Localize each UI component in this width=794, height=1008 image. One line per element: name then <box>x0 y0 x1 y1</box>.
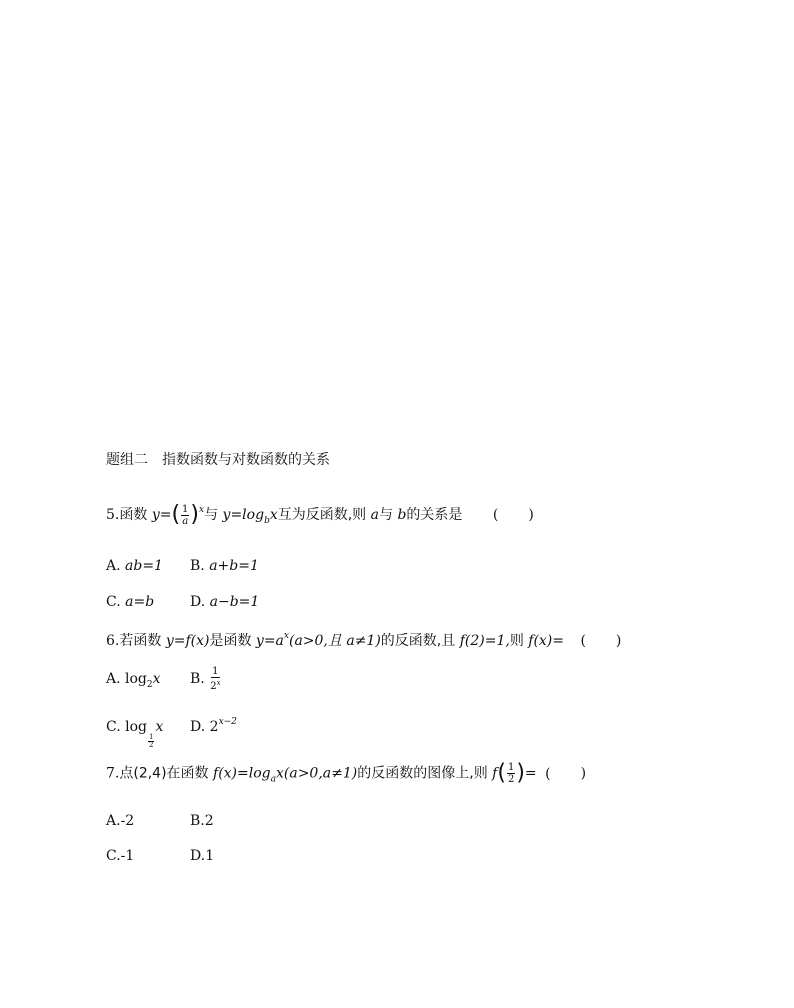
option-label: A. <box>106 671 121 687</box>
option-b[interactable] <box>190 556 274 576</box>
question-text: 与 <box>379 507 393 523</box>
math-expr: f(x)=log <box>213 765 271 782</box>
option-b[interactable] <box>190 811 274 831</box>
math-expr: y=a <box>255 633 284 649</box>
options-row <box>106 556 274 576</box>
fraction <box>181 504 189 527</box>
option-c[interactable] <box>106 717 190 749</box>
option-label: A. <box>106 813 121 829</box>
math-expr: x(a>0,a≠1) <box>276 765 358 782</box>
option-label: A. <box>106 558 121 574</box>
options-row <box>106 811 274 831</box>
fraction-denominator: a <box>182 515 189 527</box>
answer-bracket-close: ) <box>580 765 587 782</box>
option-b[interactable] <box>190 666 274 692</box>
log-arg: x <box>155 719 164 735</box>
option-c[interactable] <box>106 592 190 612</box>
section-title: 题组二 指数函数与对数函数的关系 <box>106 452 330 468</box>
option-text: 2 <box>204 813 214 829</box>
left-paren: ( <box>497 760 506 786</box>
log-text: log <box>125 671 147 687</box>
option-text: a−b=1 <box>209 594 260 610</box>
option-d[interactable] <box>190 592 274 612</box>
option-label: D. <box>190 719 206 735</box>
fraction-numerator: 1 <box>149 733 154 741</box>
fraction <box>507 762 515 785</box>
fraction-numerator: 1 <box>212 666 219 677</box>
exponent: x <box>199 505 205 515</box>
log-base: a <box>270 774 276 785</box>
fraction-numerator: 1 <box>182 503 189 515</box>
log-base-fraction <box>148 734 154 749</box>
power-base: 2 <box>209 719 219 735</box>
question-number: 6. <box>106 633 120 649</box>
option-text: -2 <box>120 813 135 829</box>
question-number: 7. <box>106 765 120 782</box>
fraction-numerator: 1 <box>507 762 515 773</box>
question-7 <box>106 762 586 790</box>
option-label: B. <box>190 671 205 687</box>
fraction <box>210 666 220 692</box>
option-a[interactable] <box>106 556 190 576</box>
log-base: b <box>264 516 270 526</box>
question-text: 的反函数的图像上,则 <box>357 765 488 782</box>
answer-bracket-open: ( <box>492 507 499 523</box>
power-base: 2 <box>210 681 217 692</box>
options-row <box>106 592 274 612</box>
right-paren: ) <box>516 760 525 786</box>
answer-bracket-close: ) <box>528 507 534 523</box>
math-expr: a≠1) <box>346 633 381 649</box>
option-label: D. <box>190 848 206 864</box>
question-text: 则 <box>509 633 524 649</box>
question-6 <box>106 626 621 651</box>
question-text: 互为反函数,则 <box>277 507 367 523</box>
math-expr: y=f(x) <box>165 633 210 649</box>
question-number: 5. <box>106 507 120 523</box>
option-text: ab=1 <box>125 558 163 574</box>
option-text: -1 <box>120 848 135 864</box>
option-text: a=b <box>125 594 155 610</box>
option-label: B. <box>190 813 205 829</box>
right-paren: ) <box>190 502 200 527</box>
question-text: 点(2,4)在函数 <box>119 765 209 782</box>
exponent: x−2 <box>218 717 237 727</box>
option-d[interactable] <box>190 712 274 737</box>
answer-bracket-close: ) <box>615 633 622 649</box>
options-row <box>106 666 274 695</box>
question-text: 的反函数,且 <box>380 633 456 649</box>
question-text: 是函数 <box>209 633 252 649</box>
option-label: C. <box>106 594 121 610</box>
exponent: x <box>216 679 221 687</box>
fraction-denominator: 2 <box>507 774 515 785</box>
fraction-denominator: 2 <box>149 741 154 749</box>
option-text: 1 <box>205 848 215 864</box>
question-text: 的关系是 <box>406 507 463 523</box>
math-expr: y= <box>151 507 172 523</box>
answer-bracket-open: ( <box>580 633 586 649</box>
log-base: 2 <box>146 680 153 690</box>
options-row <box>106 846 274 866</box>
variable: a <box>370 507 379 523</box>
exponent: x <box>283 631 289 641</box>
log-text: log <box>125 719 147 735</box>
options-row <box>106 712 274 749</box>
option-label: C. <box>106 719 121 735</box>
option-c[interactable] <box>106 846 190 866</box>
answer-bracket-open: ( <box>545 765 551 782</box>
log-arg: x <box>152 671 161 687</box>
log-arg: x <box>269 507 278 523</box>
question-5 <box>106 500 534 531</box>
option-label: D. <box>190 594 206 610</box>
question-text: 若函数 <box>119 633 162 649</box>
math-expr: (a>0,且 <box>288 633 342 649</box>
math-expr: = <box>524 765 537 782</box>
option-a[interactable] <box>106 811 190 831</box>
option-text: a+b=1 <box>209 558 259 574</box>
question-text: 与 <box>204 507 219 523</box>
variable: b <box>397 507 407 523</box>
option-label: C. <box>106 848 121 864</box>
option-a[interactable] <box>106 669 190 695</box>
math-expr: y=log <box>222 507 265 523</box>
left-paren: ( <box>171 502 181 527</box>
question-text: 函数 <box>119 507 148 523</box>
option-d[interactable] <box>190 846 274 866</box>
math-expr: f <box>492 765 498 782</box>
math-expr: f(2)=1, <box>459 633 510 649</box>
option-label: B. <box>190 558 205 574</box>
fraction-denominator <box>210 678 220 692</box>
math-expr: f(x)= <box>528 633 564 649</box>
